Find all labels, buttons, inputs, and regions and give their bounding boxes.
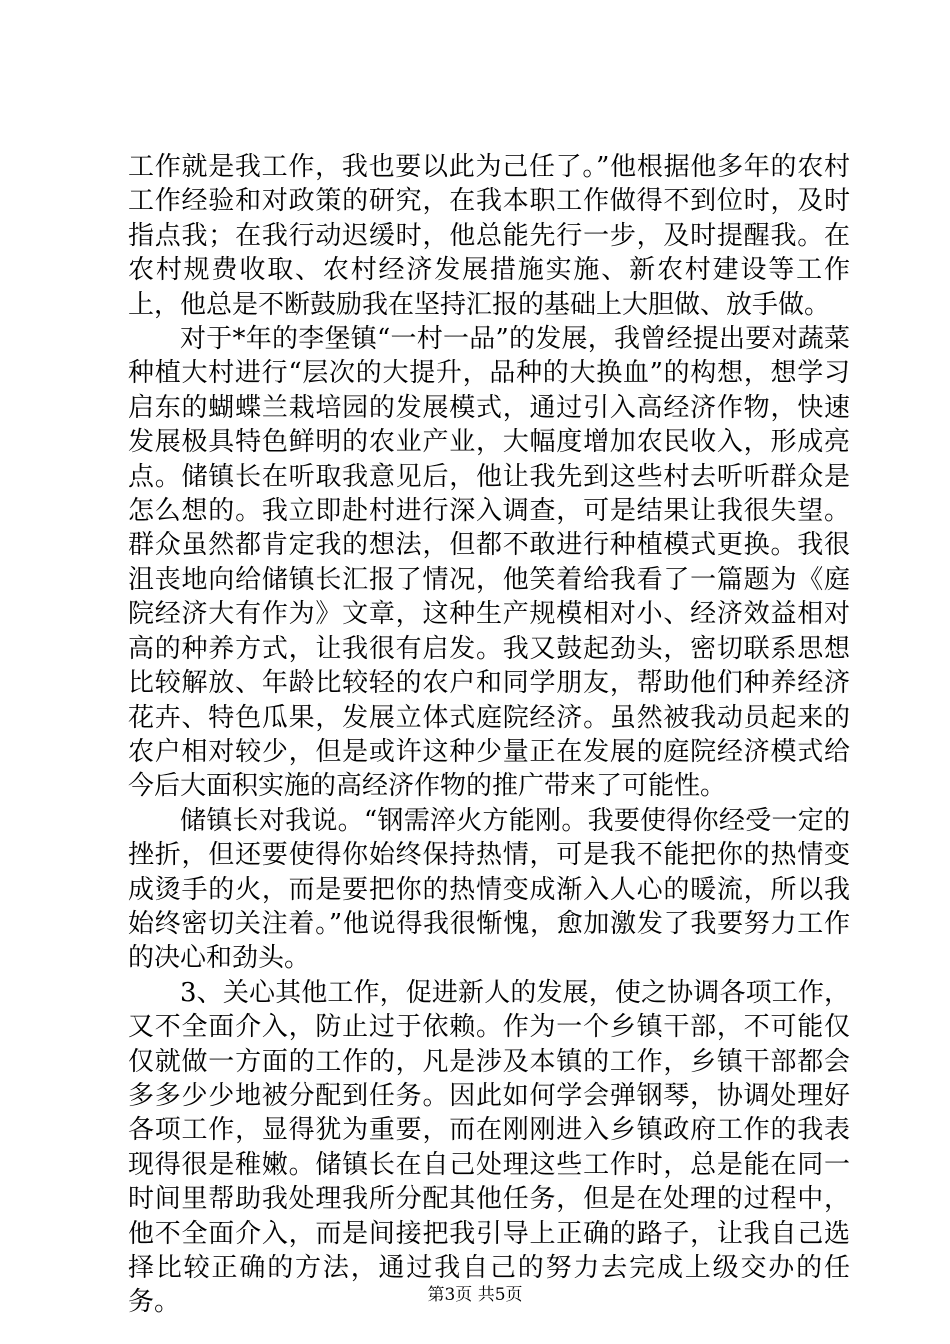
paragraph-1: 工作就是我工作，我也要以此为己任了。”他根据他多年的农村工作经验和对政策的研究，在我本职工作做得不到位时，及时指点我；在我行动迟缓时，他总能先行一步，及时提醒我。在农村规费收取、农村经济发展措施实施、新农村建设等工作上，他总是不断鼓励我在坚持汇报的基础上大胆做、放手做。 [128, 152, 850, 320]
page-footer [0, 1280, 950, 1305]
paragraph-4: 3、关心其他工作，促进新人的发展，使之协调各项工作，又不全面介入，防止过于依赖。作为一个乡镇干部，不可能仅仅就做一方面的工作的，凡是涉及本镇的工作，乡镇干部都会多多少少地被分配到任务。因此如何学会弹钢琴，协调处理好各项工作，显得犹为重要，而在刚刚进入乡镇政府工作的我表现得很是稚嫩。储镇长在自己处理这些工作时，总是能在同一时间里帮助我处理我所分配其他任务，但是在处理的过程中，他不全面介入，而是间接把我引导上正确的路子，让我自己选择比较正确的方法，通过我自己的努力去完成上级交办的任务。 [128, 977, 850, 1318]
paragraph-2: 对于*年的李堡镇“一村一品”的发展，我曾经提出要对蔬菜种植大村进行“层次的大提升，品种的大换血”的构想，想学习启东的蝴蝶兰栽培园的发展模式，通过引入高经济作物，快速发展极具特色鲜明的农业产业，大幅度增加农民收入，形成亮点。储镇长在听取我意见后，他让我先到这些村去听听群众是怎么想的。我立即赴村进行深入调查，可是结果让我很失望。群众虽然都肯定我的想法，但都不敢进行种植模式更换。我很沮丧地向给储镇长汇报了情况，他笑着给我看了一篇题为《庭院经济大有作为》文章，这种生产规模相对小、经济效益相对高的种养方式，让我很有启发。我又鼓起劲头，密切联系思想比较解放、年龄比较轻的农户和同学朋友，帮助他们种养经济花卉、特色瓜果，发展立体式庭院经济。虽然被我动员起来的农户相对较少，但是或许这种少量正在发展的庭院经济模式给今后大面积实施的高经济作物的推广带来了可能性。 [128, 324, 850, 802]
page-number: 第3页 共5页 [427, 1285, 523, 1305]
paragraph-3: 储镇长对我说。“钢需淬火方能刚。我要使得你经受一定的挫折，但还要使得你始终保持热情，可是我不能把你的热情变成烫手的火，而是要把你的热情变成渐入人心的暖流，所以我始终密切关注着。”他说得我很惭愧，愈加激发了我要努力工作的决心和劲头。 [128, 805, 850, 974]
document-body [128, 150, 850, 1320]
